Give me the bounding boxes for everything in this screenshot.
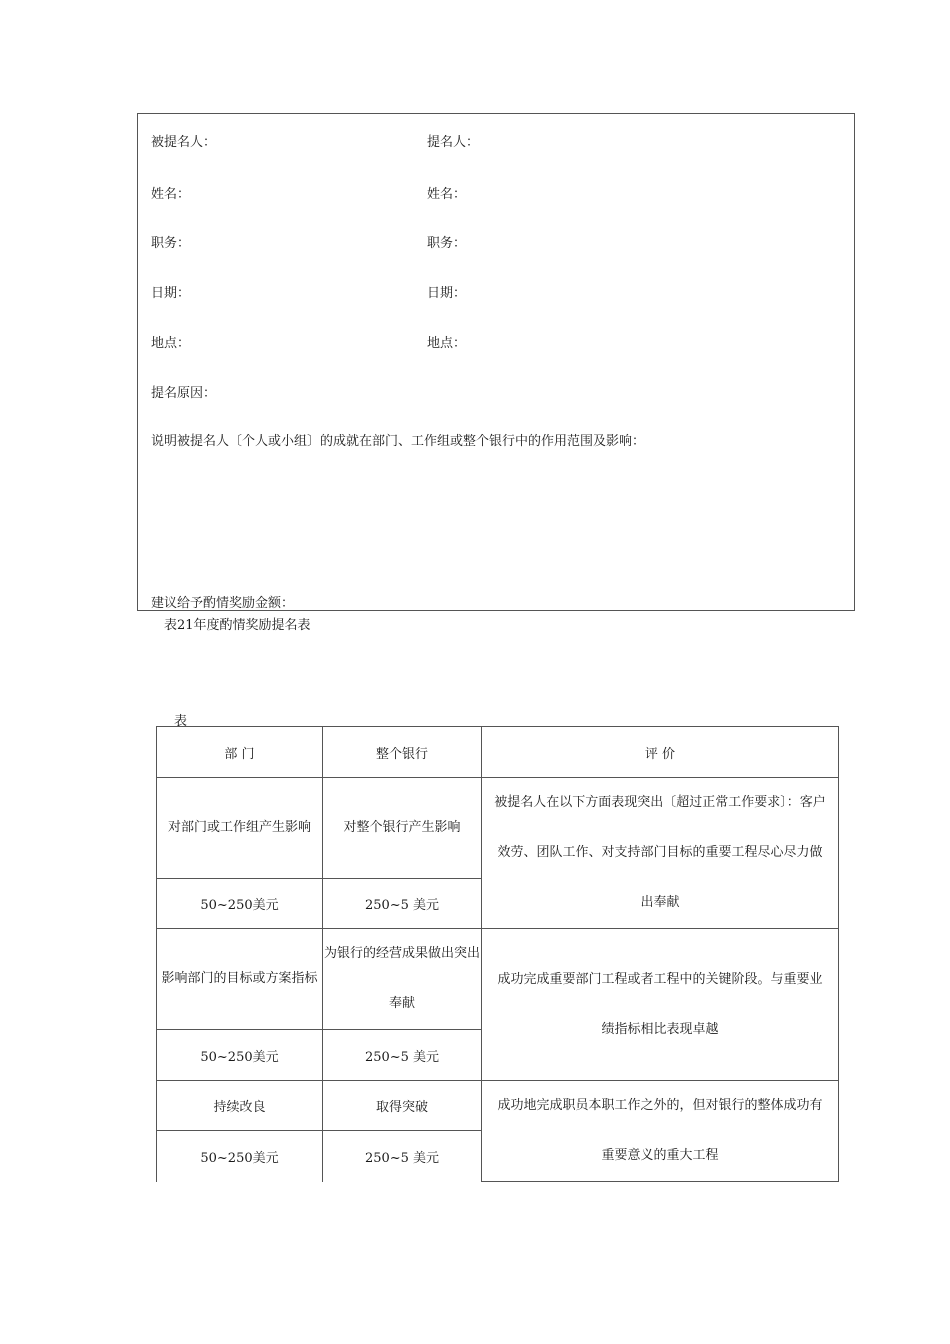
- nominee-label: 被提名人：: [151, 135, 217, 150]
- table-row: [157, 778, 839, 879]
- dept-amount: 50~250美元: [157, 1131, 323, 1182]
- nomination-reason-label: 提名原因：: [151, 386, 217, 401]
- dept-amount: 50~250美元: [157, 879, 323, 929]
- nominator-name-label: 姓名：: [427, 187, 467, 202]
- table-label: 表: [174, 714, 188, 729]
- header-department: 部 门: [157, 727, 323, 778]
- bank-criteria: 对整个银行产生影响: [323, 778, 482, 879]
- nominee-date-label: 日期：: [151, 286, 191, 301]
- award-criteria-table: [156, 726, 839, 1182]
- table-row: [157, 929, 839, 1030]
- evaluation-text: 被提名人在以下方面表现突出〔超过正常工作要求〕：客户效劳、团队工作、对支持部门目标的重要工程尽心尽力做出奉献: [482, 778, 839, 929]
- bank-amount: 250~5 美元: [323, 1131, 482, 1182]
- nominator-date-label: 日期：: [427, 286, 467, 301]
- table-caption: 表21年度酌情奖励提名表: [164, 618, 311, 633]
- evaluation-text: 成功地完成职员本职工作之外的，但对银行的整体成功有重要意义的重大工程: [482, 1081, 839, 1182]
- nominator-label: 提名人：: [427, 135, 480, 150]
- header-evaluation: 评 价: [482, 727, 839, 778]
- bank-amount: 250~5 美元: [323, 1030, 482, 1081]
- nomination-form-box: [137, 113, 855, 611]
- bank-criteria: 为银行的经营成果做出突出奉献: [323, 929, 482, 1030]
- award-amount-label: 建议给予酌情奖励金额：: [151, 596, 295, 611]
- table-header-row: [157, 727, 839, 778]
- nominee-title-label: 职务：: [151, 236, 191, 251]
- dept-criteria: 持续改良: [157, 1081, 323, 1131]
- nominee-name-label: 姓名：: [151, 187, 191, 202]
- table-row: [157, 1081, 839, 1131]
- evaluation-text: 成功完成重要部门工程或者工程中的关键阶段。与重要业绩指标相比表现卓越: [482, 929, 839, 1081]
- achievement-description: 说明被提名人〔个人或小组〕的成就在部门、工作组或整个银行中的作用范围及影响：: [151, 434, 646, 449]
- dept-amount: 50~250美元: [157, 1030, 323, 1081]
- dept-criteria: 影响部门的目标或方案指标: [157, 929, 323, 1030]
- bank-criteria: 取得突破: [323, 1081, 482, 1131]
- bank-amount: 250~5 美元: [323, 879, 482, 929]
- nominator-title-label: 职务：: [427, 236, 467, 251]
- nominator-place-label: 地点：: [427, 336, 467, 351]
- dept-criteria: 对部门或工作组产生影响: [157, 778, 323, 879]
- nominee-place-label: 地点：: [151, 336, 191, 351]
- header-whole-bank: 整个银行: [323, 727, 482, 778]
